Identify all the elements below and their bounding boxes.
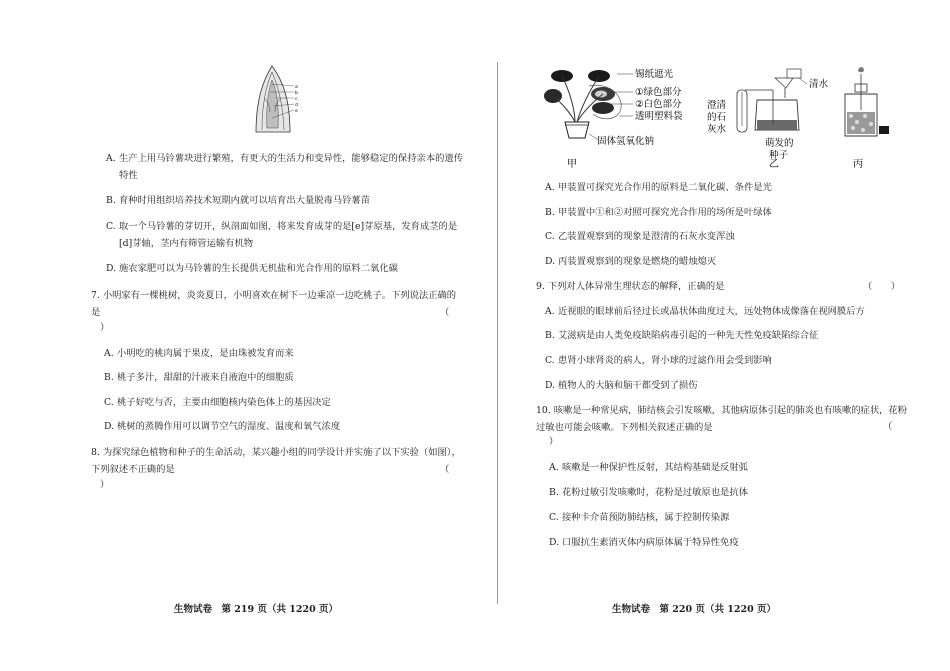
q10-option-c: 接种卡介苗预防肺结核，属于控制传染源 — [562, 512, 730, 523]
figure-label-b: b — [295, 91, 298, 96]
option-letter: C. — [106, 221, 116, 232]
option-letter: A. — [545, 306, 555, 317]
q9-paren: （ ） — [863, 281, 901, 292]
figure-label-c: c — [295, 97, 298, 102]
option-letter: C. — [545, 231, 555, 242]
setup-jia-drawing — [544, 70, 633, 140]
label-limewater-1: 澄清 — [707, 100, 727, 111]
caption-bing: 丙 — [853, 159, 863, 170]
q8-option-a: 甲装置可探究光合作用的原料是二氧化碳、条件是光 — [558, 182, 772, 193]
option-letter: B. — [106, 195, 116, 206]
option-letter: C. — [549, 512, 559, 523]
option-letter: D. — [545, 256, 556, 267]
page-footer-left: 生物试卷 第 219 页（共 1220 页） — [174, 604, 339, 615]
option-letter: A. — [549, 462, 559, 473]
q8-option-c: 乙装置观察到的现象是澄清的石灰水变浑浊 — [558, 231, 735, 242]
q8-option-d: 丙装置观察到的现象是燃烧的蜡烛熄灭 — [558, 256, 717, 267]
option-letter: B. — [545, 207, 555, 218]
label-limewater-2: 的石 — [707, 112, 727, 123]
option-letter: A. — [106, 153, 116, 164]
q6-option-d: 施农家肥可以为马铃薯的生长提供无机盐和光合作用的原料二氧化碳 — [119, 263, 398, 274]
option-letter: A. — [545, 182, 555, 193]
q10-paren-open: （ — [883, 421, 893, 432]
caption-jia: 甲 — [567, 159, 577, 170]
q9-stem: 9. 下列对人体异常生理状态的解释，正确的是 — [536, 281, 725, 292]
q6-option-c: 取一个马铃薯的芽切开，纵剖面如图，将来发育成芽的是[e]芽原基，发育成茎的是[d]芽轴，茎内有筛管运输有机物 — [119, 221, 458, 249]
q7-option-c: 桃子好吃与否，主要由细胞核内染色体上的基因决定 — [117, 397, 331, 408]
q7-option-d: 桃树的蒸腾作用可以调节空气的湿度、温度和氧气浓度 — [117, 421, 341, 432]
q10-option-b: 花粉过敏引发咳嗽时，花粉是过敏原也是抗体 — [562, 487, 748, 498]
option-letter: B. — [104, 372, 114, 383]
label-white-part: ②白色部分 — [635, 99, 682, 110]
label-water: 清水 — [809, 79, 829, 90]
q9-option-b: 艾滋病是由人类免疫缺陷病毒引起的一种先天性免疫缺陷综合征 — [558, 330, 819, 341]
setup-bing-drawing — [845, 67, 889, 136]
experiment-figure — [537, 64, 897, 170]
q6-option-b: 育种时用组织培养技术短期内就可以培育出大量脱毒马铃薯苗 — [119, 195, 371, 206]
option-letter: C. — [104, 397, 114, 408]
q7-paren-close: ） — [100, 322, 110, 333]
figure-label-e: e — [295, 109, 298, 114]
q10-stem: 10. 咳嗽是一种常见病，肺结核会引发咳嗽，其他病原体引起的肺炎也有咳嗽的症状，花粉过敏也可能会咳嗽。下列相关叙述正确的是 — [536, 405, 908, 433]
label-limewater-3: 灰水 — [707, 124, 727, 135]
setup-yi-drawing — [737, 69, 807, 132]
option-letter: D. — [545, 380, 556, 391]
q6-option-a: 生产上用马铃薯块进行繁殖，有更大的生活力和变异性，能够稳定的保持亲本的遗传特性 — [119, 153, 463, 181]
page-divider — [497, 62, 498, 604]
label-plastic-bag: 透明塑料袋 — [635, 111, 683, 122]
caption-yi: 乙 — [769, 159, 779, 170]
option-letter: C. — [545, 355, 555, 366]
option-letter: D. — [106, 263, 117, 274]
page-footer-right: 生物试卷 第 220 页（共 1220 页） — [612, 604, 777, 615]
option-letter: B. — [545, 330, 555, 341]
q8-paren-open: （ — [440, 464, 450, 475]
label-green-part: ①绿色部分 — [635, 87, 682, 98]
option-letter: D. — [549, 537, 560, 548]
q8-option-b: 甲装置中①和②对照可探究光合作用的场所是叶绿体 — [558, 207, 772, 218]
figure-label-d: d — [295, 103, 298, 108]
label-naoh: 固体氢氧化钠 — [597, 136, 655, 147]
q8-paren-close: ） — [100, 479, 110, 490]
label-seeds-2: 种子 — [769, 150, 789, 161]
q7-option-a: 小明吃的桃肉属于果皮，是由珠被发育而来 — [117, 348, 294, 359]
q9-option-c: 患肾小球肾炎的病人，肾小球的过滤作用会受到影响 — [558, 355, 772, 366]
q7-option-b: 桃子多汁，甜甜的汁液来自液泡中的细胞质 — [117, 372, 294, 383]
bud-section-figure — [250, 62, 310, 140]
option-letter: A. — [104, 348, 114, 359]
q7-paren-open: （ — [440, 307, 450, 318]
figure-label-a: a — [295, 85, 298, 90]
q7-stem: 7. 小明家有一棵桃树，炎炎夏日，小明喜欢在树下一边乘凉一边吃桃子。下列说法正确的是 — [91, 290, 457, 318]
q10-option-d: 口服抗生素消灭体内病原体属于特异性免疫 — [562, 537, 739, 548]
label-foil: 锡纸遮光 — [635, 69, 674, 80]
q10-paren-close: ） — [549, 436, 559, 447]
q10-option-a: 咳嗽是一种保护性反射，其结构基础是反射弧 — [562, 462, 748, 473]
q9-option-d: 植物人的大脑和脑干都受到了损伤 — [558, 380, 698, 391]
q9-option-a: 近视眼的眼球前后径过长或晶状体曲度过大，远处物体成像落在视网膜后方 — [558, 306, 865, 317]
label-seeds-1: 萌发的 — [765, 138, 794, 149]
q8-stem: 8. 为探究绿色植物和种子的生命活动，某兴趣小组的同学设计并实施了以下实验（如图），下列叙述不正确的是 — [91, 447, 461, 475]
option-letter: B. — [549, 487, 559, 498]
option-letter: D. — [104, 421, 115, 432]
right-page — [499, 0, 950, 671]
